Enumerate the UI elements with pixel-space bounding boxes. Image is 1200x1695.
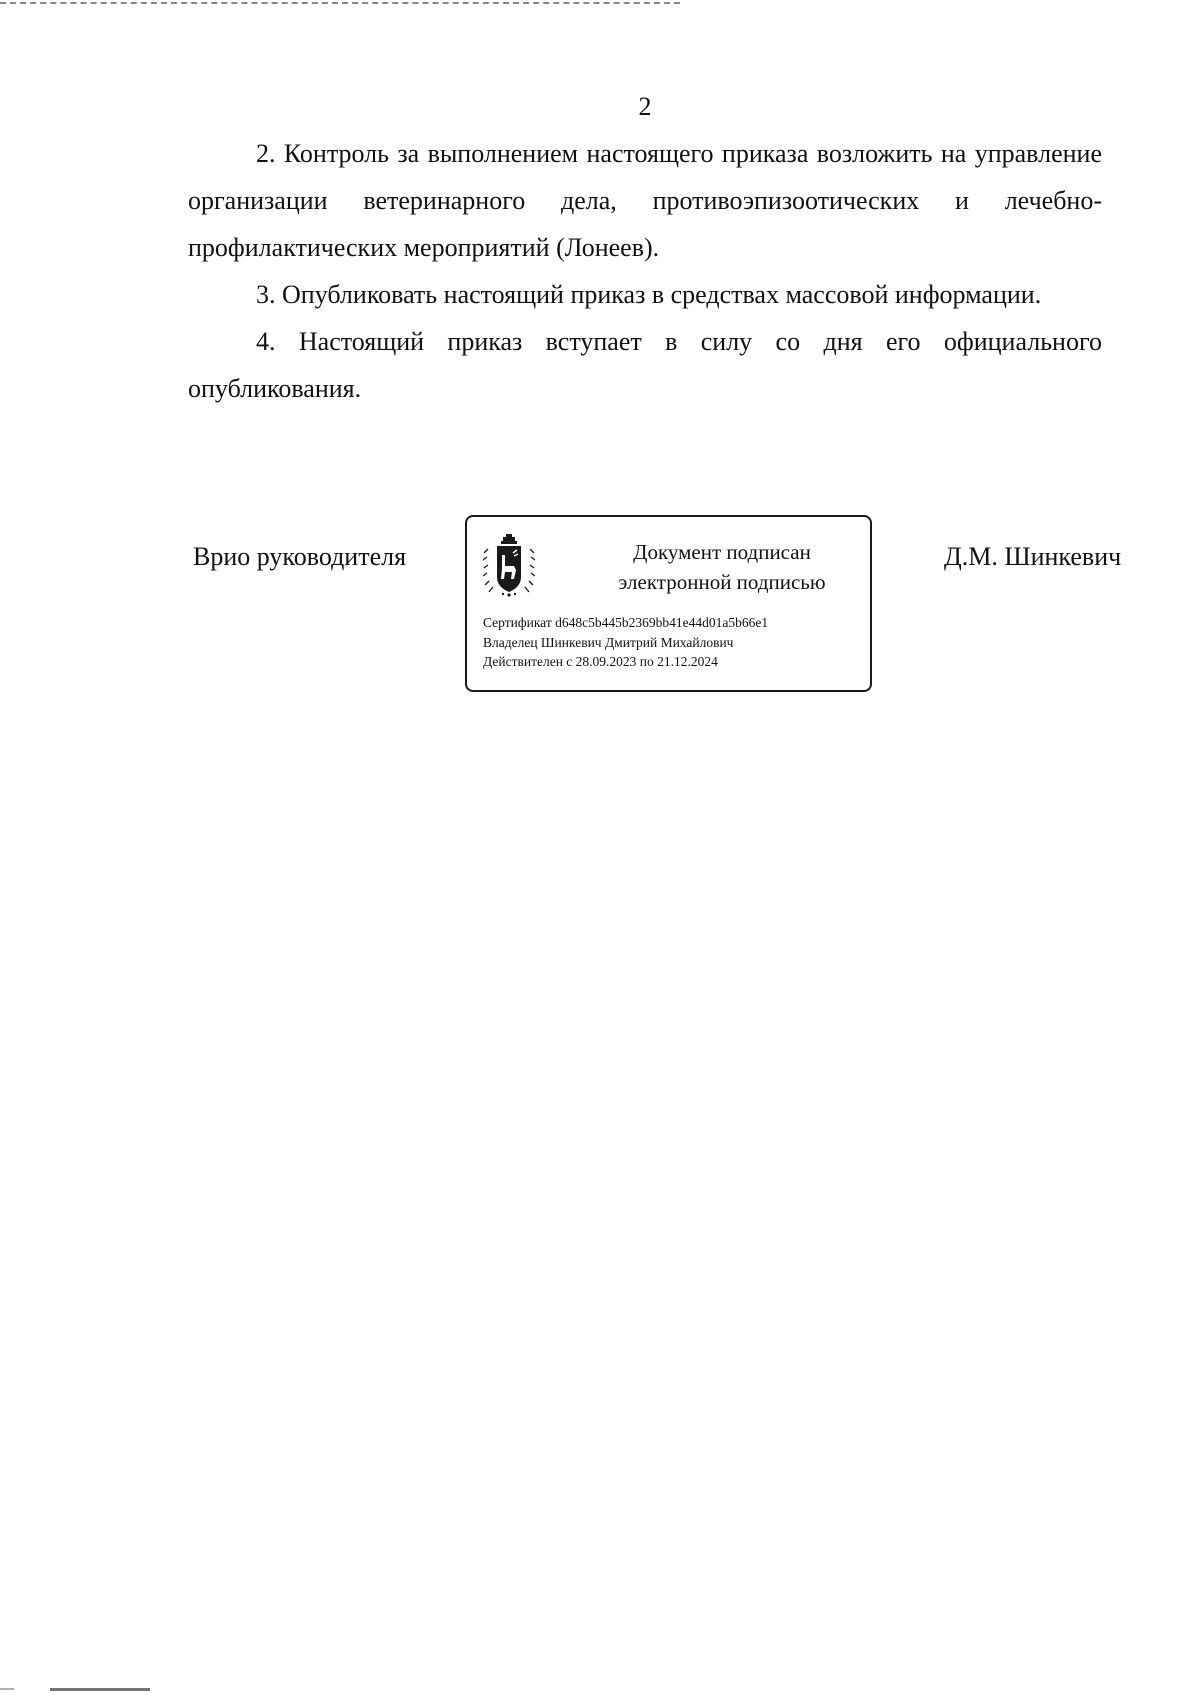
stamp-heading-line-1: Документ подписан	[633, 540, 811, 564]
signer-position: Врио руководителя	[193, 542, 407, 571]
scan-artifact-bottom-line	[50, 1688, 150, 1691]
certificate-owner: Владелец Шинкевич Дмитрий Михайлович	[483, 634, 734, 650]
stamp-heading	[587, 537, 857, 597]
certificate-validity: Действителен с 28.09.2023 по 21.12.2024	[483, 654, 718, 669]
stamp-heading-line-2: электронной подписью	[618, 570, 826, 594]
stamp-details	[483, 613, 768, 672]
scan-artifact-bottom-mark	[0, 1688, 14, 1690]
certificate-number: Сертификат d648c5b445b2369bb41e44d01a5b66e1	[483, 615, 769, 630]
electronic-signature-stamp	[465, 515, 872, 692]
paragraph-item-4: 4. Настоящий приказ вступает в силу со дня его официального опубликования.	[188, 327, 1102, 403]
signer-name: Д.М. Шинкевич	[944, 542, 1122, 571]
paragraph-item-3: 3. Опубликовать настоящий приказ в средствах массовой информации.	[256, 280, 1042, 309]
scan-artifact-top-line	[0, 2, 680, 4]
paragraph-item-2: 2. Контроль за выполнением настоящего приказа возложить на управление организации ветеринарного дела, противоэпизоотических и лечебно-профилактических мероприятий (Лонеев).	[188, 139, 1102, 262]
page-number: 2	[638, 92, 652, 121]
document-body	[188, 130, 1102, 412]
regional-coat-of-arms-icon	[483, 533, 535, 597]
